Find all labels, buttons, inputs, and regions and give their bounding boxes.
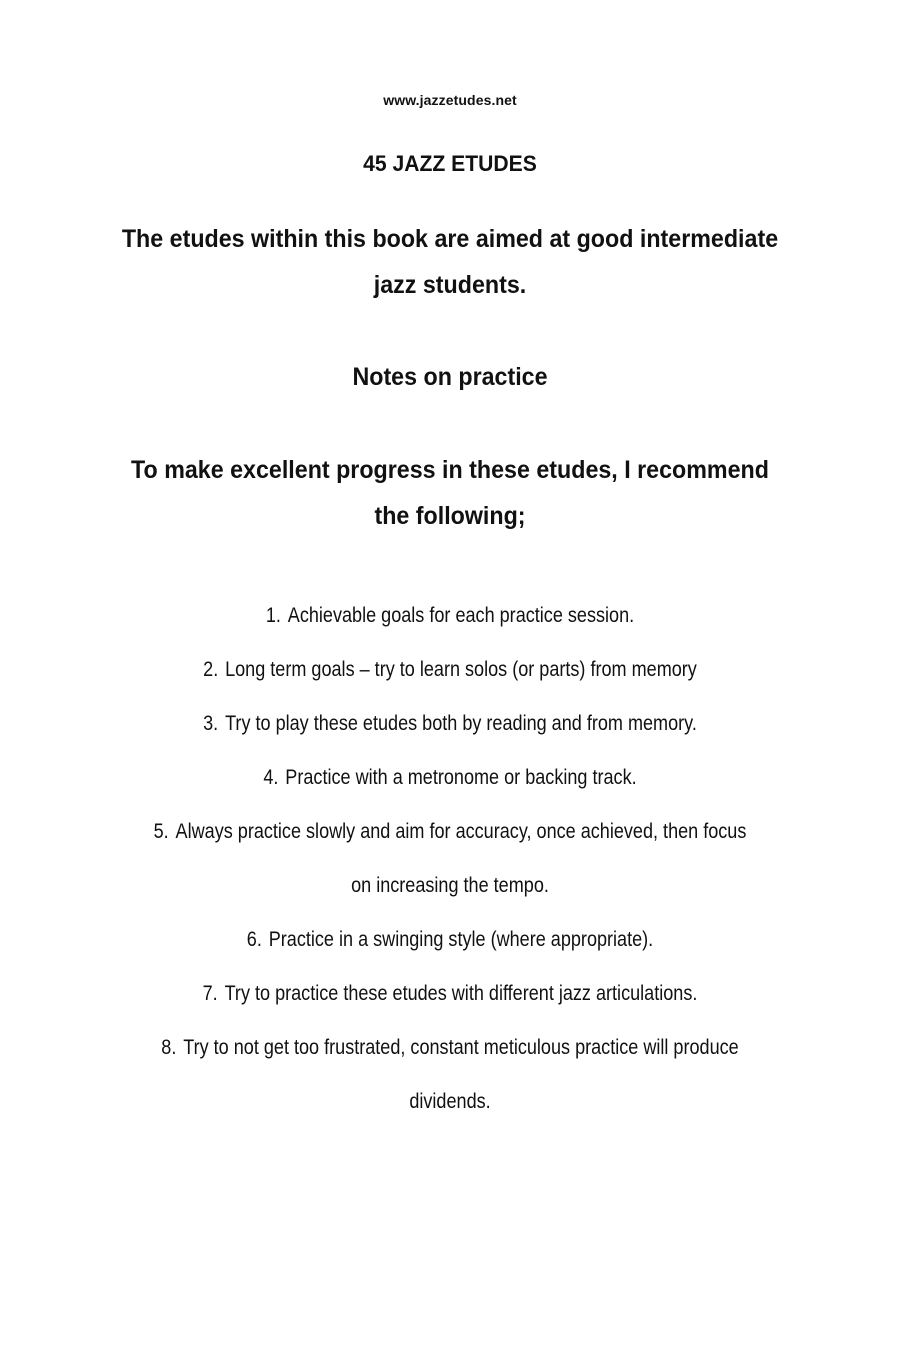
list-item-continuation: on increasing the tempo. — [351, 874, 549, 897]
list-item — [63, 805, 837, 913]
list-item-text: Long term goals – try to learn solos (or parts) from memory — [225, 658, 697, 681]
intro-line-1: The etudes within this book are aimed at good intermediate — [121, 225, 779, 253]
list-item — [63, 751, 837, 805]
list-item — [63, 697, 837, 751]
intro-paragraph — [32, 216, 869, 308]
list-item-number: 2. — [203, 658, 219, 681]
list-item — [63, 589, 837, 643]
intro-line-2: jazz students. — [373, 271, 527, 299]
list-item-number: 8. — [161, 1036, 177, 1059]
list-item-number: 3. — [203, 712, 219, 735]
list-item-number: 1. — [265, 604, 281, 627]
notes-heading: Notes on practice — [352, 363, 548, 391]
site-url: www.jazzetudes.net — [383, 92, 517, 108]
list-item — [63, 967, 837, 1021]
book-title: 45 JAZZ ETUDES — [363, 151, 537, 176]
list-item-text: Try to not get too frustrated, constant meticulous practice will produce — [183, 1036, 739, 1059]
list-item-number: 7. — [202, 982, 218, 1005]
list-item-number: 6. — [246, 928, 262, 951]
recommend-line-1: To make excellent progress in these etudes, I recommend — [131, 456, 769, 484]
list-item — [63, 913, 837, 967]
list-item — [63, 1021, 837, 1129]
list-item-number: 5. — [153, 820, 169, 843]
list-item-text: Practice with a metronome or backing track. — [285, 766, 637, 789]
practice-list — [0, 589, 900, 1129]
list-item-text: Try to practice these etudes with different jazz articulations. — [224, 982, 698, 1005]
list-item-number: 4. — [263, 766, 279, 789]
list-item-text: Try to play these etudes both by reading and from memory. — [225, 712, 697, 735]
recommend-paragraph — [32, 447, 869, 539]
list-item-continuation: dividends. — [409, 1090, 491, 1113]
list-item-text: Practice in a swinging style (where appropriate). — [268, 928, 654, 951]
list-item-text: Always practice slowly and aim for accuracy, once achieved, then focus — [175, 820, 747, 843]
list-item — [63, 643, 837, 697]
list-item-text: Achievable goals for each practice session. — [287, 604, 635, 627]
recommend-line-2: the following; — [374, 502, 526, 530]
